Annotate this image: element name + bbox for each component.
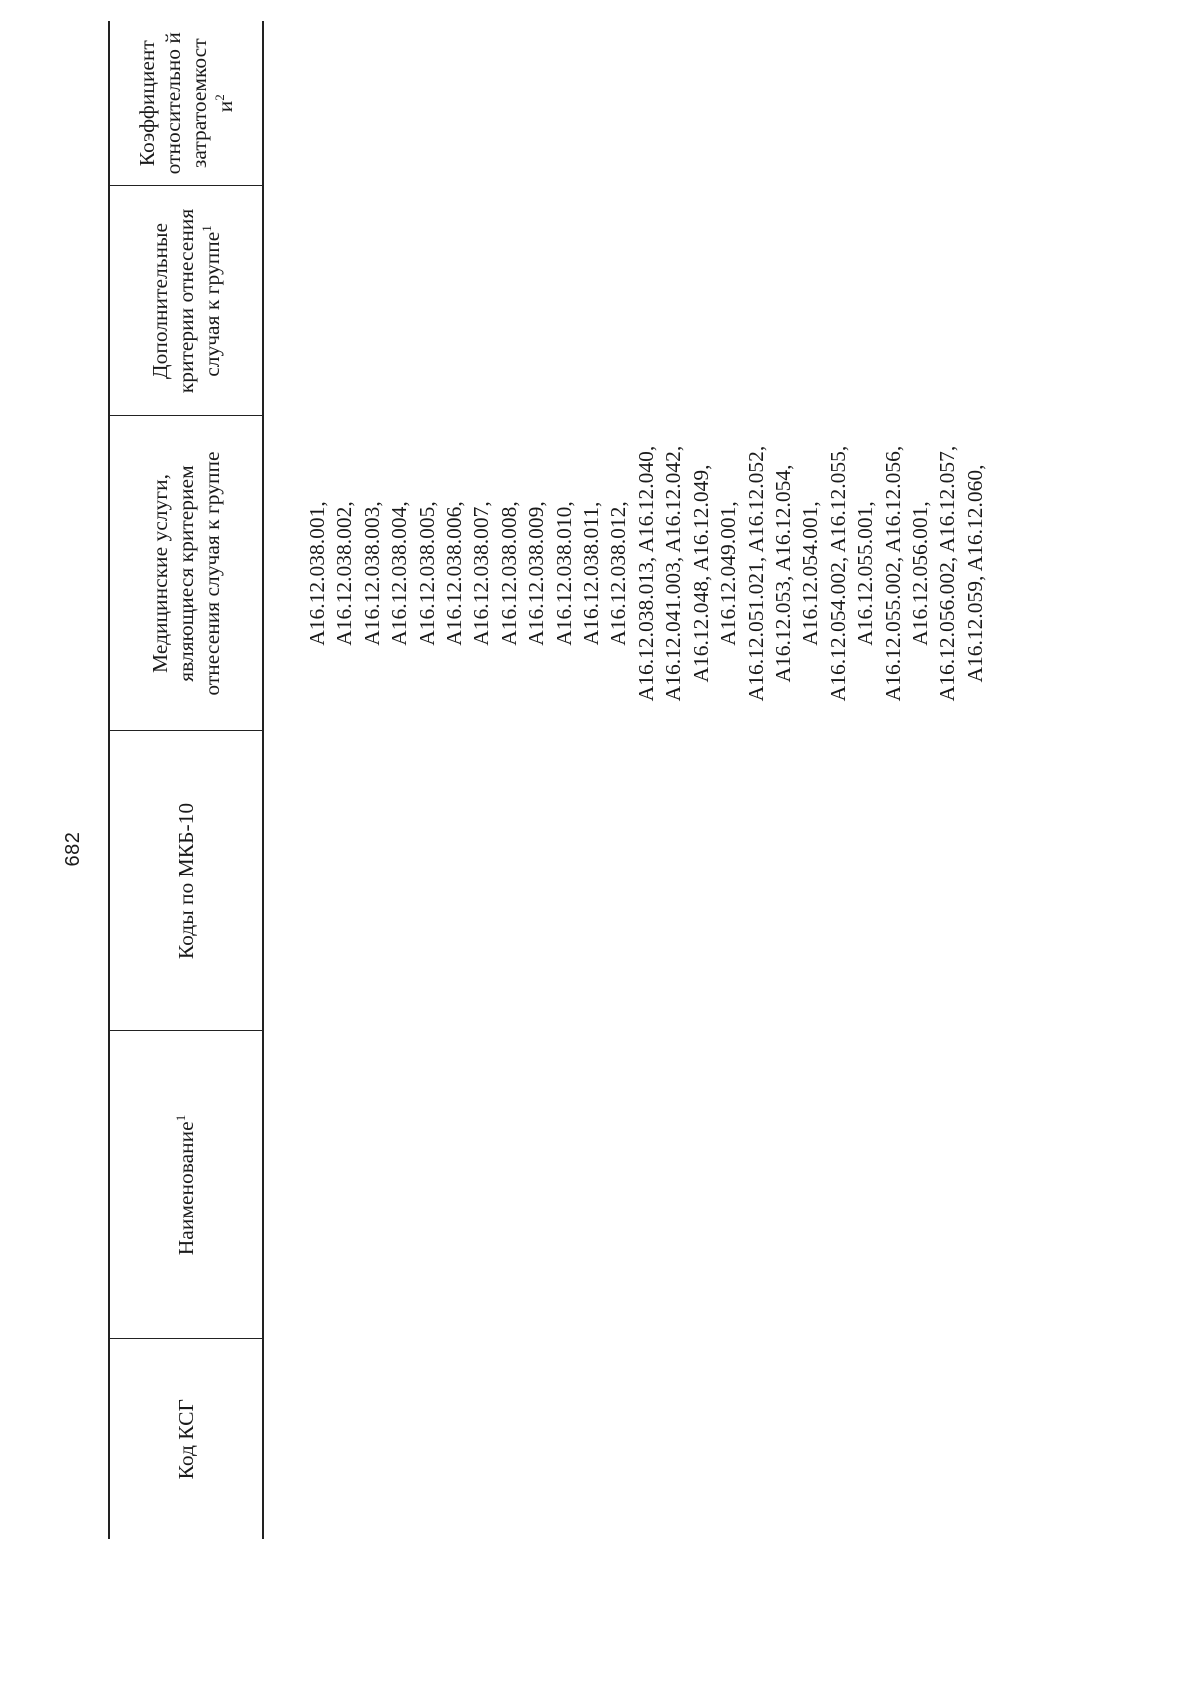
service-code-line: A16.12.038.010, xyxy=(551,501,576,646)
service-code-line: A16.12.038.011, xyxy=(579,501,604,646)
service-code-line: A16.12.059, A16.12.060, xyxy=(962,464,987,683)
service-code-line: A16.12.038.001, xyxy=(305,501,329,646)
header-medical-services: Медицинские услуги, являющиеся критерием отнесения случая к группе xyxy=(109,416,263,731)
service-code-line: A16.12.038.002, xyxy=(332,501,357,646)
service-code-line: A16.12.041.003, A16.12.042, xyxy=(661,445,686,702)
service-code-line: A16.12.038.008, xyxy=(496,501,521,646)
service-code-line: A16.12.038.006, xyxy=(442,501,467,646)
service-code-line: A16.12.038.005, xyxy=(414,501,439,646)
header-additional-criteria: Дополнительные критерии отнесения случая к группе$^1$ xyxy=(109,186,263,416)
service-code-line: A16.12.054.001, xyxy=(798,501,823,646)
cell-name xyxy=(263,1031,989,1339)
service-code-line: A16.12.053, A16.12.054, xyxy=(770,464,795,683)
header-cost-coefficient: Коэффициент относительно й затратоемкост $и^2$ xyxy=(109,21,263,186)
service-code-line: A16.12.038.007, xyxy=(469,501,494,646)
service-code-line: A16.12.038.003, xyxy=(359,501,384,646)
cell-cost-coefficient xyxy=(263,21,989,186)
service-code-line: A16.12.055.001, xyxy=(853,501,878,646)
service-code-line: A16.12.049.001, xyxy=(716,501,741,646)
cell-medical-services xyxy=(263,416,989,731)
header-ksg-code: Код КСГ xyxy=(109,1339,263,1539)
table-row xyxy=(263,21,989,1539)
service-code-line: A16.12.038.004, xyxy=(387,501,412,646)
service-code-line: A16.12.038.009, xyxy=(524,501,549,646)
services-list xyxy=(304,416,989,731)
cell-ksg-code xyxy=(263,1339,989,1539)
header-name: Наименование$^1$ xyxy=(109,1031,263,1339)
service-code-line: A16.12.048, A16.12.049, xyxy=(688,464,713,683)
header-icd10-codes: Коды по МКБ-10 xyxy=(109,731,263,1031)
cell-icd10-codes xyxy=(263,731,989,1031)
page-number: 682 xyxy=(62,831,84,867)
service-code-line: A16.12.038.012, xyxy=(606,501,631,646)
service-code-line: A16.12.056.001, xyxy=(907,501,932,646)
service-code-line: A16.12.051.021, A16.12.052, xyxy=(743,445,768,702)
service-code-line: A16.12.055.002, A16.12.056, xyxy=(880,445,905,702)
service-code-line: A16.12.054.002, A16.12.055, xyxy=(825,445,850,702)
cell-additional-criteria xyxy=(263,186,989,416)
service-code-line: A16.12.056.002, A16.12.057, xyxy=(935,445,960,702)
ksg-table xyxy=(108,21,989,1539)
service-code-line: A16.12.038.013, A16.12.040, xyxy=(633,445,658,702)
table-header-row xyxy=(109,21,263,1539)
